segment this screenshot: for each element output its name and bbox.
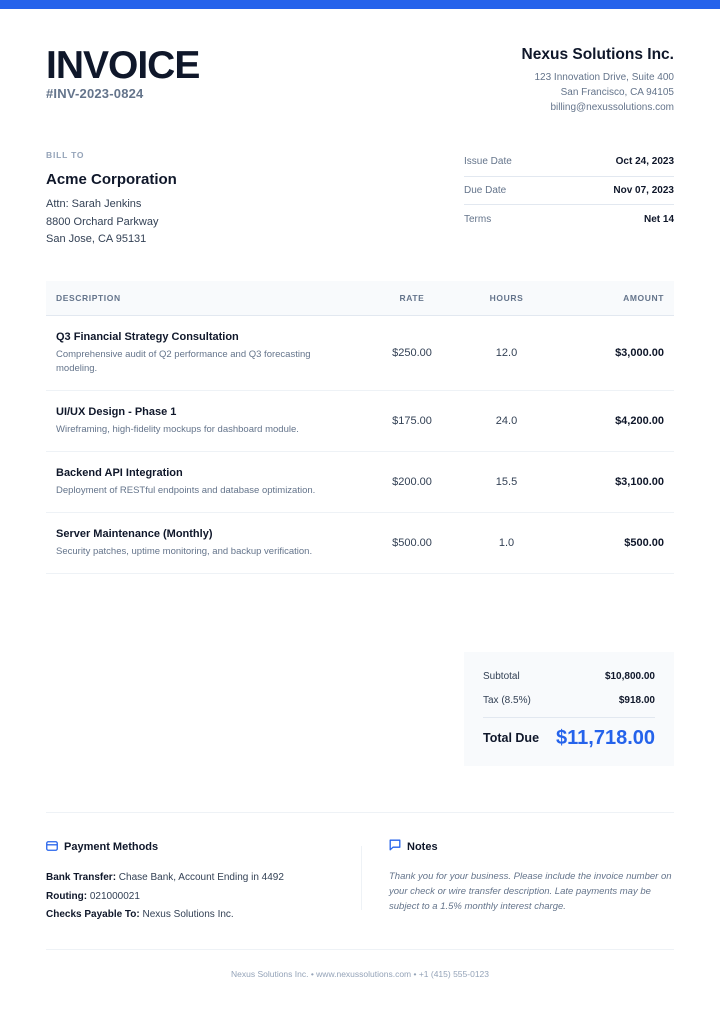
client-city: San Jose, CA 95131: [46, 233, 147, 245]
row-description-cell: [46, 467, 366, 498]
checks-key: Checks Payable To:: [46, 909, 140, 920]
bank-transfer-line: [46, 869, 346, 888]
row-amount: $3,100.00: [615, 476, 664, 488]
row-description: Comprehensive audit of Q2 performance and Q3 forecasting modeling.: [56, 348, 311, 374]
notes-title: Notes: [407, 841, 438, 853]
table-row: [46, 316, 674, 391]
table-header: [46, 281, 674, 316]
accent-top-bar: [0, 0, 720, 9]
row-description: Deployment of RESTful endpoints and database optimization.: [56, 484, 316, 496]
notes-header: [389, 838, 674, 856]
meta-value: Nov 07, 2023: [613, 184, 674, 196]
line-items-table: [46, 281, 674, 574]
company-address-line2: San Francisco, CA 94105: [560, 87, 674, 98]
tax-value: $918.00: [618, 694, 655, 706]
row-title: UI/UX Design - Phase 1: [56, 405, 177, 418]
meta-row-issue-date: [464, 148, 674, 177]
row-rate: $200.00: [392, 476, 432, 488]
row-description-cell: [46, 528, 366, 559]
total-due-row: [483, 718, 655, 758]
row-amount: $3,000.00: [615, 347, 664, 359]
footer-divider: [46, 949, 674, 950]
row-rate: $175.00: [392, 415, 432, 427]
header-description: DESCRIPTION: [56, 293, 121, 303]
header-rate: RATE: [399, 293, 425, 303]
row-description: Wireframing, high-fidelity mockups for dashboard module.: [56, 423, 299, 435]
subtotal-value: $10,800.00: [604, 670, 655, 682]
row-description: Security patches, uptime monitoring, and backup verification.: [56, 545, 313, 557]
company-name: Nexus Solutions Inc.: [521, 46, 674, 63]
payment-title: Payment Methods: [64, 841, 159, 853]
checks-line: [46, 906, 346, 925]
client-street: 8800 Orchard Parkway: [46, 215, 159, 228]
subtotal-label: Subtotal: [483, 670, 520, 682]
meta-label: Issue Date: [464, 156, 512, 168]
meta-value: Oct 24, 2023: [615, 156, 674, 168]
row-hours: 1.0: [498, 537, 515, 549]
total-due-value: $11,718.00: [556, 726, 655, 749]
row-rate: $500.00: [392, 537, 432, 549]
row-hours: 15.5: [495, 476, 518, 488]
header-hours: HOURS: [489, 293, 524, 303]
meta-label: Terms: [464, 213, 492, 225]
bill-to-label: BILL TO: [46, 150, 85, 160]
row-title: Server Maintenance (Monthly): [56, 527, 213, 540]
invoice-meta: [464, 148, 674, 234]
totals-box: [464, 652, 674, 766]
table-row: [46, 513, 674, 574]
message-icon: [389, 838, 401, 856]
meta-row-due-date: [464, 177, 674, 206]
invoice-title: INVOICE: [46, 44, 200, 87]
row-amount: $500.00: [624, 537, 664, 549]
client-attn: Attn: Sarah Jenkins: [46, 198, 142, 210]
total-due-label: Total Due: [483, 731, 540, 745]
row-description-cell: [46, 406, 366, 437]
checks-value: Nexus Solutions Inc.: [139, 909, 234, 920]
payment-methods: [46, 838, 346, 925]
tax-label: Tax (8.5%): [483, 694, 531, 706]
notes-text: Thank you for your business. Please include the invoice number on your check or wire transfer description. Late payments may be subject to a 1.5% monthly interest charge.: [389, 871, 672, 912]
company-info: [522, 46, 674, 115]
row-title: Backend API Integration: [56, 466, 183, 479]
routing-key: Routing:: [46, 890, 88, 902]
row-hours: 12.0: [495, 347, 518, 359]
invoice-number: #INV-2023-0824: [46, 86, 144, 101]
vertical-divider: [361, 846, 362, 910]
row-description-cell: [46, 331, 366, 376]
notes-section: [389, 838, 674, 914]
subtotal-row: [483, 664, 655, 688]
meta-label: Due Date: [464, 184, 507, 196]
meta-row-terms: [464, 205, 674, 234]
company-email[interactable]: billing@nexussolutions.com: [550, 102, 674, 113]
company-address-line1: 123 Innovation Drive, Suite 400: [534, 72, 674, 83]
table-row: [46, 391, 674, 452]
header-amount: AMOUNT: [623, 293, 664, 303]
table-row: [46, 452, 674, 513]
row-hours: 24.0: [495, 415, 518, 427]
credit-card-icon: [46, 838, 58, 856]
meta-value: Net 14: [643, 213, 674, 225]
bank-value: Chase Bank, Account Ending in 4492: [116, 872, 284, 883]
bank-key: Bank Transfer:: [46, 872, 117, 883]
bill-to-block: [46, 150, 177, 249]
payment-header: [46, 838, 346, 856]
routing-line: [46, 888, 346, 907]
tax-row: [483, 688, 655, 712]
row-title: Q3 Financial Strategy Consultation: [56, 330, 239, 343]
row-amount: $4,200.00: [615, 415, 664, 427]
routing-value: 021000021: [87, 890, 140, 902]
footer-text: Nexus Solutions Inc. • www.nexussolutions.com • +1 (415) 555-0123: [230, 969, 490, 979]
row-rate: $250.00: [392, 347, 432, 359]
client-name: Acme Corporation: [46, 171, 177, 188]
section-divider: [46, 812, 674, 813]
